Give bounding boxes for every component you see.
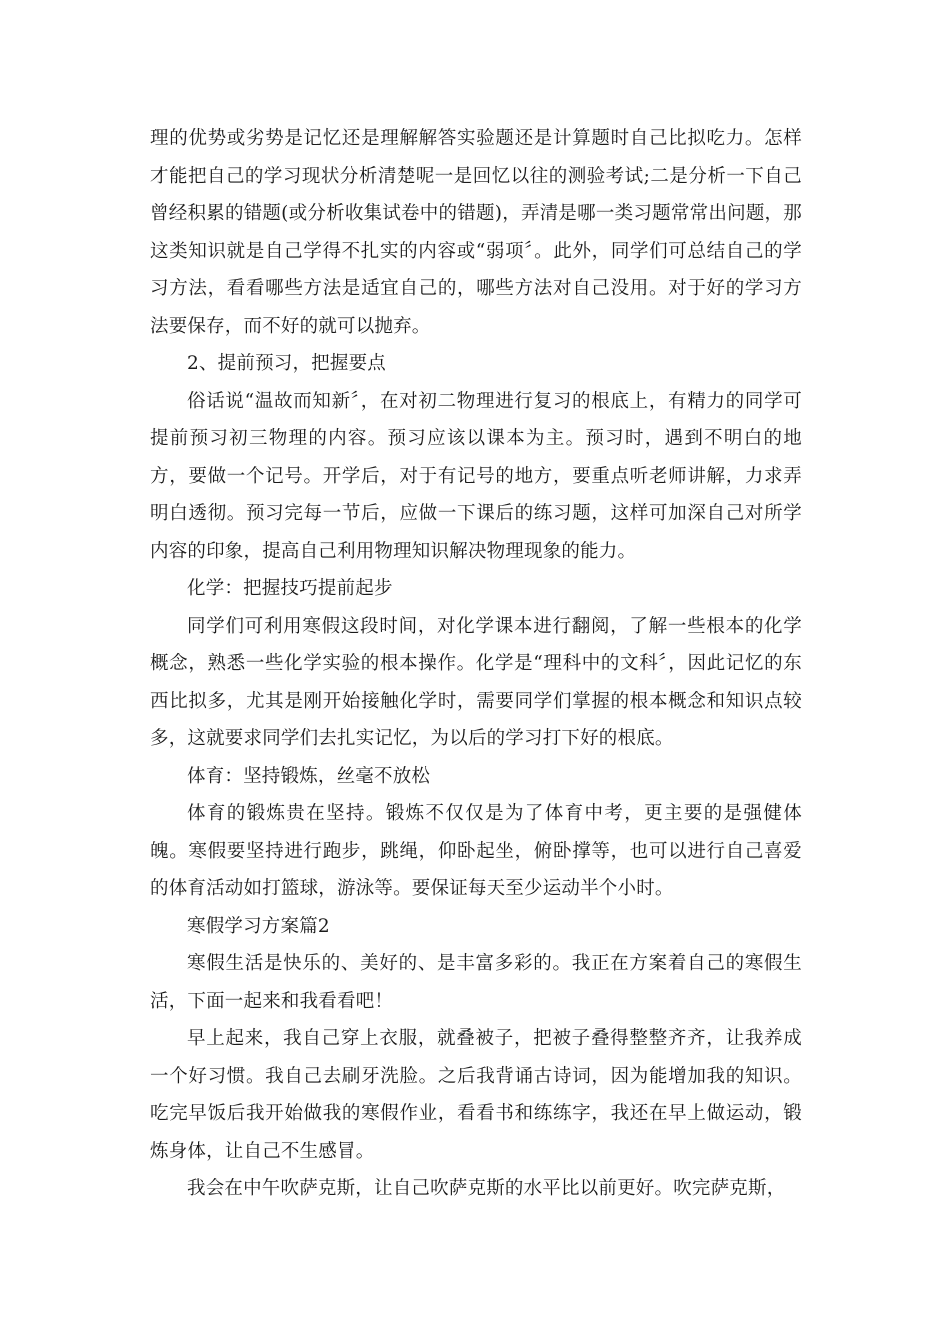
paragraph-preview: 俗话说“温故而知新〞，在对初二物理进行复习的根底上，有精力的同学可提前预习初三物理的内容。预习应该以课本为主。预习时，遇到不明白的地方，要做一个记号。开学后，对于有记号的地方，要重点听老师讲解，力求弄明白透彻。预习完每一节后，应做一下课后的练习题，这样可加深自己对所学内容的印象，提高自己利用物理知识解决物理现象的能力。 — [150, 390, 802, 562]
paragraph-morning: 早上起来，我自己穿上衣服，就叠被子，把被子叠得整整齐齐，让我养成一个好习惯。我自己去刷牙洗脸。之后我背诵古诗词，因为能增加我的知识。吃完早饭后我开始做我的寒假作业，看看书和练练字，我还在早上做运动，锻炼身体，让自己不生感冒。 — [150, 1028, 802, 1162]
section-heading-preview: 2、提前预习，把握要点 — [187, 353, 386, 374]
paragraph-pe: 体育的锻炼贵在坚持。锻炼不仅仅是为了体育中考，更主要的是强健体魄。寒假要坚持进行跑步，跳绳，仰卧起坐，俯卧撑等，也可以进行自己喜爱的体育活动如打篮球，游泳等。要保证每天至少运动半个小时。 — [150, 803, 802, 899]
paragraph-winter-life: 寒假生活是快乐的、美好的、是丰富多彩的。我正在方案着自己的寒假生活，下面一起来和我看看吧！ — [150, 953, 802, 1012]
paragraph-chemistry: 同学们可利用寒假这段时间，对化学课本进行翻阅，了解一些根本的化学概念，熟悉一些化学实验的根本操作。化学是“理科中的文科〞，因此记忆的东西比拟多，尤其是刚开始接触化学时，需要同学们掌握的根本概念和知识点较多，这就要求同学们去扎实记忆，为以后的学习打下好的根底。 — [150, 615, 802, 749]
paragraph-continuation: 理的优势或劣势是记忆还是理解解答实验题还是计算题时自己比拟吃力。怎样才能把自己的学习现状分析清楚呢一是回忆以往的测验考试;二是分析一下自己曾经积累的错题(或分析收集试卷中的错题)，弄清是哪一类习题常常出问题，那这类知识就是自己学得不扎实的内容或“弱项〞。此外，同学们可总结自己的学习方法，看看哪些方法是适宜自己的，哪些方法对自己没用。对于好的学习方法要保存，而不好的就可以抛弃。 — [150, 128, 802, 337]
paragraph-noon: 我会在中午吹萨克斯，让自己吹萨克斯的水平比以前更好。吹完萨克斯， — [187, 1178, 786, 1199]
document-page — [150, 120, 802, 1208]
section-heading-plan-2: 寒假学习方案篇2 — [187, 915, 330, 937]
section-heading-chemistry: 化学：把握技巧提前起步 — [187, 578, 393, 599]
section-heading-pe: 体育：坚持锻炼，丝毫不放松 — [187, 765, 431, 787]
